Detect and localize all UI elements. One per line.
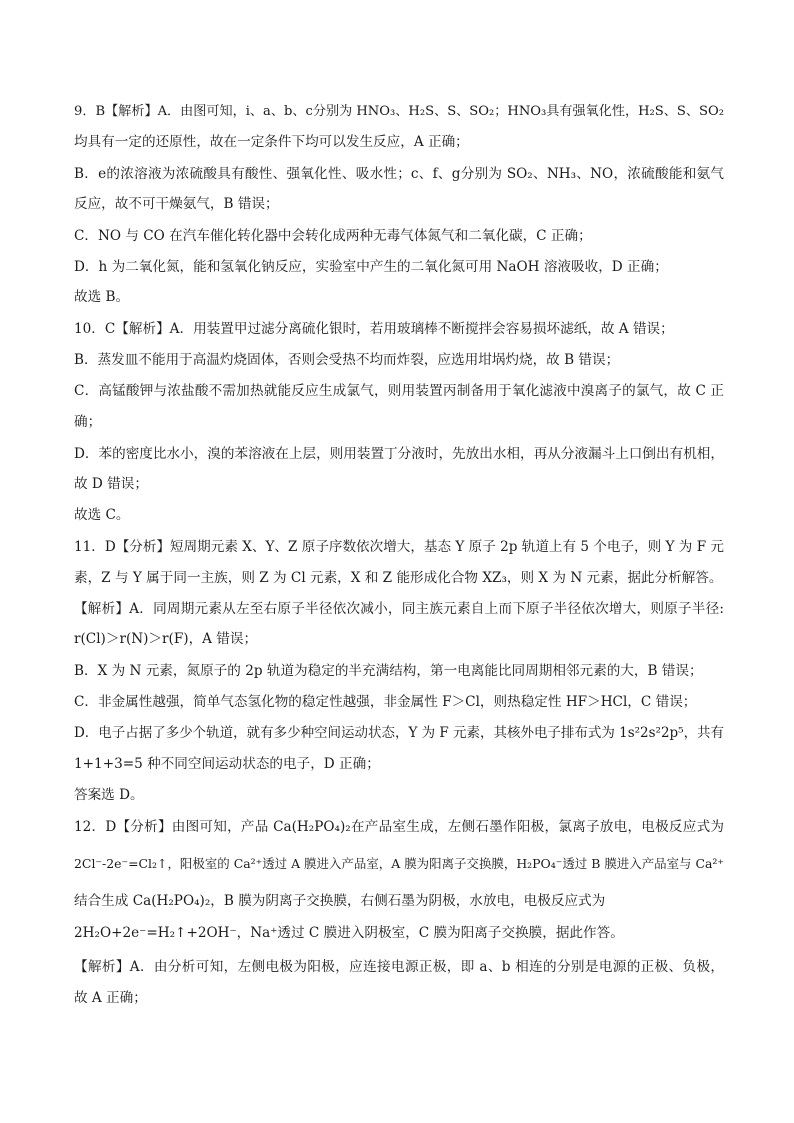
text-line: 故选 C。 (74, 507, 130, 523)
text-line: 素，Z 与 Y 属于同一主族，则 Z 为 Cl 元素，X 和 Z 能形成化合物 XZ₃，则 X 为 N 元素，据此分析解答。 (74, 570, 723, 586)
text-line: 均具有一定的还原性，故在一定条件下均可以发生反应，A 正确； (74, 134, 469, 150)
text-line: 结合生成 Ca(H₂PO₄)₂，B 膜为阴离子交换膜，右侧石墨为阴极，水放电，电极反应式为 (74, 893, 606, 909)
text-line: 1+1+3=5 种不同空间运动状态的电子，D 正确； (74, 756, 380, 772)
text-line: 11．D【分析】短周期元素 X、Y、Z 原子序数依次增大，基态 Y 原子 2p 轨道上有 5 个电子，则 Y 为 F 元 (74, 539, 724, 555)
text-line: 【解析】A．同周期元素从左至右原子半径依次减小，同主族元素自上而下原子半径依次增大，则原子半径: (74, 601, 724, 617)
text-line: B．X 为 N 元素，氮原子的 2p 轨道为稳定的半充满结构，第一电离能比同周期相邻元素的大，B 错误； (74, 663, 703, 679)
text-line: 故 D 错误； (74, 476, 148, 492)
text-line: 故 A 正确； (74, 990, 147, 1006)
text-line: 【解析】A．由分析可知，左侧电极为阳极，应连接电源正极，即 a、b 相连的分别是电源的正极、负极， (74, 959, 724, 975)
text-line: B．蒸发皿不能用于高温灼烧固体，否则会受热不均而炸裂，应选用坩埚灼烧，故 B 错误； (74, 352, 620, 368)
text-line: D．h 为二氧化氮，能和氢氧化钠反应，实验室中产生的二氧化氮可用 NaOH 溶液吸收，D 正确； (74, 259, 668, 275)
text-line: 确； (74, 414, 102, 430)
text-line: 10．C【解析】A．用装置甲过滤分离硫化银时，若用玻璃棒不断搅拌会容易损坏滤纸，故 A 错误； (74, 321, 674, 337)
text-line: 2Cl⁻-2e⁻=Cl₂↑，阳极室的 Ca²⁺透过 A 膜进入产品室，A 膜为阳离子交换膜，H₂PO₄⁻透过 B 膜进入产品室与 Ca²⁺ (74, 856, 724, 871)
text-line: C．非金属性越强，简单气态氢化物的稳定性越强，非金属性 F＞Cl，则热稳定性 HF＞HCl，C 错误； (74, 694, 697, 710)
text-line: D．苯的密度比水小，溴的苯溶液在上层，则用装置丁分液时，先放出水相，再从分液漏斗上口倒出有机相， (74, 446, 724, 462)
text-line: r(Cl)＞r(N)＞r(F)，A 错误； (74, 631, 258, 647)
text-line: C．高锰酸钾与浓盐酸不需加热就能反应生成氯气，则用装置丙制备用于氧化滤液中溴离子的氯气，故 C 正 (74, 383, 724, 399)
text-line: 反应，故不可干燥氨气，B 错误； (74, 196, 279, 212)
text-line: 答案选 D。 (74, 787, 144, 803)
text-line: 2H₂O+2e⁻=H₂↑+2OH⁻，Na⁺透过 C 膜进入阴极室，C 膜为阳离子交换膜，据此作答。 (74, 925, 624, 941)
text-line: 故选 B。 (74, 289, 130, 305)
text-line: D．电子占据了多少个轨道，就有多少种空间运动状态，Y 为 F 元素，其核外电子排布式为 1s²2s²2p⁵，共有 (74, 725, 725, 741)
text-line: 9．B【解析】A．由图可知，i、a、b、c分别为 HNO₃、H₂S、S、SO₂；HNO₃具有强氧化性，H₂S、S、SO₂ (74, 104, 724, 119)
text-line: B．e的浓溶液为浓硫酸具有酸性、强氧化性、吸水性；c、f、g分别为 SO₂、NH₃、NO，浓硫酸能和氨气 (74, 166, 724, 182)
text-line: C．NO 与 CO 在汽车催化转化器中会转化成两种无毒气体氮气和二氧化碳，C 正确； (74, 228, 592, 244)
text-line: 12．D【分析】由图可知，产品 Ca(H₂PO₄)₂在产品室生成，左侧石墨作阳极，氯离子放电，电极反应式为 (74, 819, 724, 835)
